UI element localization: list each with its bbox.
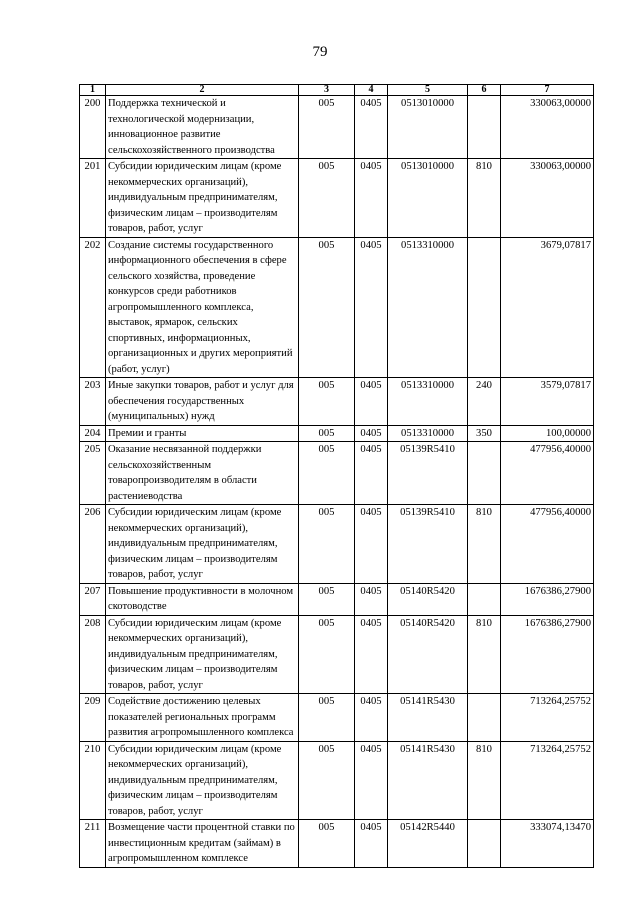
- table-row: [80, 378, 594, 426]
- row-number: 205: [80, 442, 106, 505]
- table-row: [80, 741, 594, 820]
- row-number: 201: [80, 159, 106, 238]
- header-col-6: 6: [468, 85, 501, 96]
- row-target-article-code: 05141R5430: [388, 741, 468, 820]
- row-name: Субсидии юридическим лицам (кроме некоммерческих организаций), индивидуальным предпринимателям, физическим лицам – производителям товаров, работ, услуг: [106, 505, 299, 584]
- table-row: [80, 237, 594, 378]
- row-grbs-code: 005: [299, 237, 355, 378]
- row-grbs-code: 005: [299, 378, 355, 426]
- row-number: 209: [80, 694, 106, 742]
- table-row: [80, 505, 594, 584]
- table-row: [80, 96, 594, 159]
- row-expense-type-code: 810: [468, 505, 501, 584]
- row-amount: 330063,00000: [501, 159, 594, 238]
- row-name: Оказание несвязанной поддержки сельскохозяйственным товаропроизводителям в области растениеводства: [106, 442, 299, 505]
- row-target-article-code: 0513010000: [388, 96, 468, 159]
- row-target-article-code: 0513010000: [388, 159, 468, 238]
- row-section-code: 0405: [355, 96, 388, 159]
- row-expense-type-code: [468, 820, 501, 868]
- row-target-article-code: 0513310000: [388, 237, 468, 378]
- row-name: Премии и гранты: [106, 425, 299, 442]
- header-col-7: 7: [501, 85, 594, 96]
- row-section-code: 0405: [355, 442, 388, 505]
- row-number: 211: [80, 820, 106, 868]
- table-row: [80, 425, 594, 442]
- row-amount: 100,00000: [501, 425, 594, 442]
- row-section-code: 0405: [355, 615, 388, 694]
- row-target-article-code: 05139R5410: [388, 442, 468, 505]
- table-row: [80, 159, 594, 238]
- row-section-code: 0405: [355, 378, 388, 426]
- row-grbs-code: 005: [299, 820, 355, 868]
- header-col-2: 2: [106, 85, 299, 96]
- row-number: 203: [80, 378, 106, 426]
- row-number: 206: [80, 505, 106, 584]
- header-col-4: 4: [355, 85, 388, 96]
- row-grbs-code: 005: [299, 583, 355, 615]
- row-grbs-code: 005: [299, 505, 355, 584]
- row-expense-type-code: 810: [468, 615, 501, 694]
- row-name: Поддержка технической и технологической модернизации, инновационное развитие сельскохозяйственного производства: [106, 96, 299, 159]
- row-number: 204: [80, 425, 106, 442]
- row-amount: 3579,07817: [501, 378, 594, 426]
- table-row: [80, 615, 594, 694]
- row-grbs-code: 005: [299, 159, 355, 238]
- row-expense-type-code: [468, 442, 501, 505]
- row-amount: 713264,25752: [501, 741, 594, 820]
- row-amount: 1676386,27900: [501, 615, 594, 694]
- row-section-code: 0405: [355, 505, 388, 584]
- row-expense-type-code: [468, 96, 501, 159]
- row-section-code: 0405: [355, 583, 388, 615]
- row-amount: 477956,40000: [501, 505, 594, 584]
- row-number: 208: [80, 615, 106, 694]
- row-expense-type-code: 240: [468, 378, 501, 426]
- row-section-code: 0405: [355, 820, 388, 868]
- row-amount: 713264,25752: [501, 694, 594, 742]
- table-row: [80, 442, 594, 505]
- row-name: Повышение продуктивности в молочном скотоводстве: [106, 583, 299, 615]
- row-grbs-code: 005: [299, 425, 355, 442]
- row-name: Субсидии юридическим лицам (кроме некоммерческих организаций), индивидуальным предпринимателям, физическим лицам – производителям товаров, работ, услуг: [106, 741, 299, 820]
- table-row: [80, 583, 594, 615]
- row-number: 200: [80, 96, 106, 159]
- row-target-article-code: 0513310000: [388, 425, 468, 442]
- row-section-code: 0405: [355, 694, 388, 742]
- row-number: 210: [80, 741, 106, 820]
- row-amount: 1676386,27900: [501, 583, 594, 615]
- row-target-article-code: 05140R5420: [388, 583, 468, 615]
- row-expense-type-code: [468, 237, 501, 378]
- row-expense-type-code: 810: [468, 741, 501, 820]
- row-target-article-code: 05139R5410: [388, 505, 468, 584]
- row-name: Субсидии юридическим лицам (кроме некоммерческих организаций), индивидуальным предпринимателям, физическим лицам – производителям товаров, работ, услуг: [106, 159, 299, 238]
- header-col-1: 1: [80, 85, 106, 96]
- row-name: Содействие достижению целевых показателей региональных программ развития агропромышленного комплекса: [106, 694, 299, 742]
- row-name: Возмещение части процентной ставки по инвестиционным кредитам (займам) в агропромышленном комплексе: [106, 820, 299, 868]
- row-grbs-code: 005: [299, 615, 355, 694]
- row-number: 207: [80, 583, 106, 615]
- header-row: [80, 85, 594, 96]
- row-section-code: 0405: [355, 159, 388, 238]
- table-row: [80, 694, 594, 742]
- row-expense-type-code: [468, 694, 501, 742]
- row-name: Субсидии юридическим лицам (кроме некоммерческих организаций), индивидуальным предпринимателям, физическим лицам – производителям товаров, работ, услуг: [106, 615, 299, 694]
- row-amount: 330063,00000: [501, 96, 594, 159]
- row-target-article-code: 05140R5420: [388, 615, 468, 694]
- row-amount: 477956,40000: [501, 442, 594, 505]
- row-expense-type-code: 350: [468, 425, 501, 442]
- page-number: 79: [312, 44, 328, 60]
- row-grbs-code: 005: [299, 741, 355, 820]
- row-target-article-code: 05141R5430: [388, 694, 468, 742]
- row-section-code: 0405: [355, 425, 388, 442]
- header-col-5: 5: [388, 85, 468, 96]
- row-target-article-code: 05142R5440: [388, 820, 468, 868]
- row-grbs-code: 005: [299, 442, 355, 505]
- row-grbs-code: 005: [299, 694, 355, 742]
- header-col-3: 3: [299, 85, 355, 96]
- row-amount: 3679,07817: [501, 237, 594, 378]
- row-section-code: 0405: [355, 741, 388, 820]
- row-amount: 333074,13470: [501, 820, 594, 868]
- table-row: [80, 820, 594, 868]
- row-section-code: 0405: [355, 237, 388, 378]
- row-number: 202: [80, 237, 106, 378]
- row-grbs-code: 005: [299, 96, 355, 159]
- row-name: Иные закупки товаров, работ и услуг для обеспечения государственных (муниципальных) нужд: [106, 378, 299, 426]
- budget-table: [79, 84, 594, 868]
- row-expense-type-code: 810: [468, 159, 501, 238]
- row-expense-type-code: [468, 583, 501, 615]
- row-name: Создание системы государственного информационного обеспечения в сфере сельского хозяйства, проведение конкурсов среди работников агропромышленного комплекса, выставок, ярмарок, сельских спортивных, информационных, организационных и других мероприятий (работ, услуг): [106, 237, 299, 378]
- row-target-article-code: 0513310000: [388, 378, 468, 426]
